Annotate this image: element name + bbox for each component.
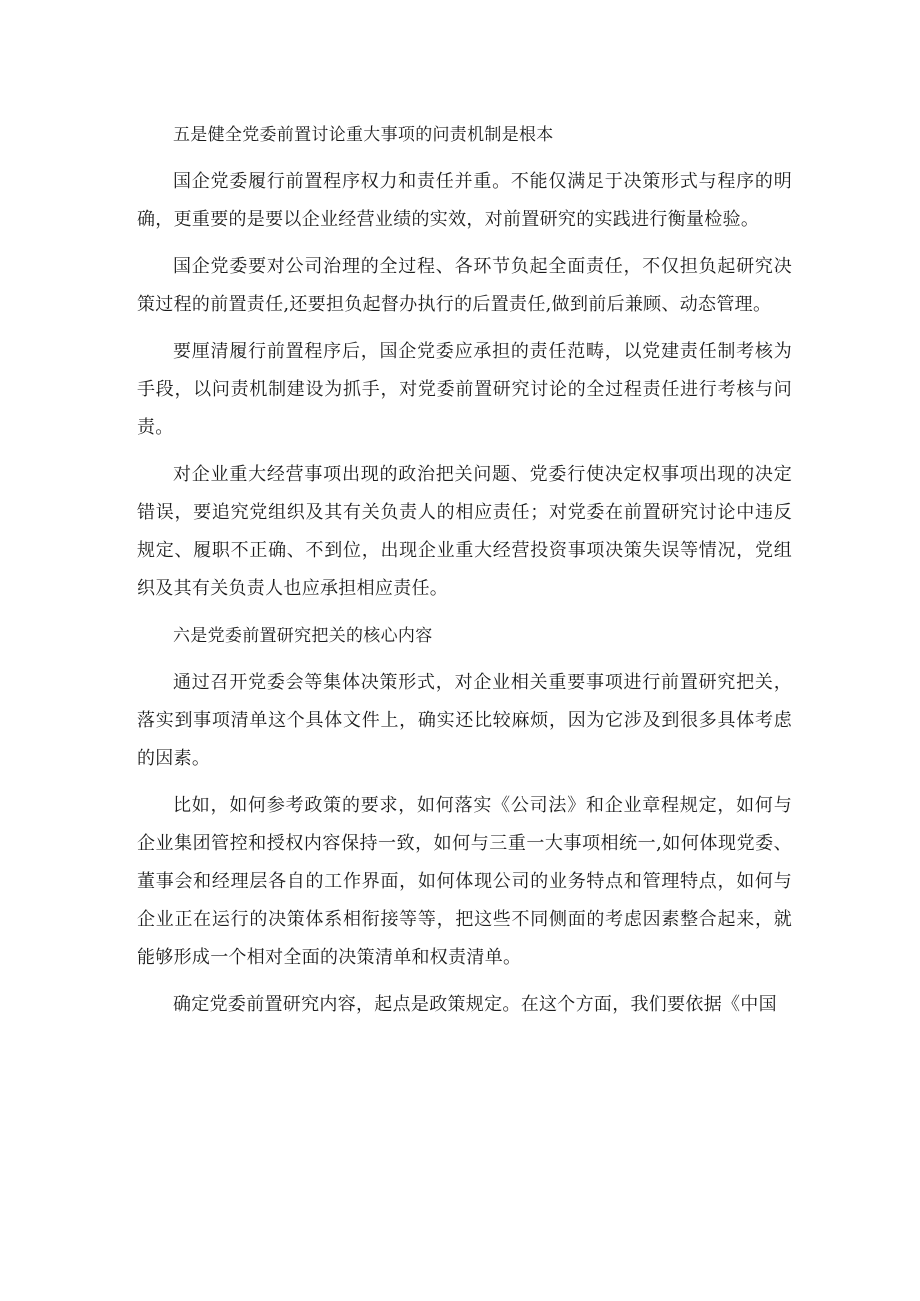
paragraph: 要厘清履行前置程序后，国企党委应承担的责任范畴，以党建责任制考核为手段，以问责机制建设为抓手，对党委前置研究讨论的全过程责任进行考核与问责。	[137, 341, 792, 438]
paragraph: 比如，如何参考政策的要求，如何落实《公司法》和企业章程规定，如何与企业集团管控和授权内容保持一致，如何与三重一大事项相统一,如何体现党委、董事会和经理层各自的工作界面，如何体现公司的业务特点和管理特点，如何与企业正在运行的决策体系相衔接等等，把这些不同侧面的考虑因素整合起来，就能够形成一个相对全面的决策清单和权责清单。	[137, 795, 792, 968]
paragraph: 通过召开党委会等集体决策形式，对企业相关重要事项进行前置研究把关，落实到事项清单这个具体文件上，确实还比较麻烦，因为它涉及到很多具体考虑的因素。	[137, 672, 792, 769]
paragraph: 对企业重大经营事项出现的政治把关问题、党委行使决定权事项出现的决定错误，要追究党组织及其有关负责人的相应责任；对党委在前置研究讨论中违反规定、履职不正确、不到位，出现企业重大经营投资事项决策失误等情况，党组织及其有关负责人也应承担相应责任。	[137, 464, 792, 599]
section-heading-5: 五是健全党委前置讨论重大事项的问责机制是根本	[173, 125, 554, 145]
section-heading-6: 六是党委前置研究把关的核心内容	[173, 626, 433, 646]
paragraph: 国企党委要对公司治理的全过程、各环节负起全面责任，不仅担负起研究决策过程的前置责任,还要担负起督办执行的后置责任,做到前后兼顾、动态管理。	[137, 256, 792, 315]
document-body	[137, 116, 792, 1033]
paragraph: 确定党委前置研究内容，起点是政策规定。在这个方面，我们要依据《中国	[173, 994, 777, 1015]
paragraph: 国企党委履行前置程序权力和责任并重。不能仅满足于决策形式与程序的明确，更重要的是要以企业经营业绩的实效，对前置研究的实践进行衡量检验。	[137, 171, 792, 230]
